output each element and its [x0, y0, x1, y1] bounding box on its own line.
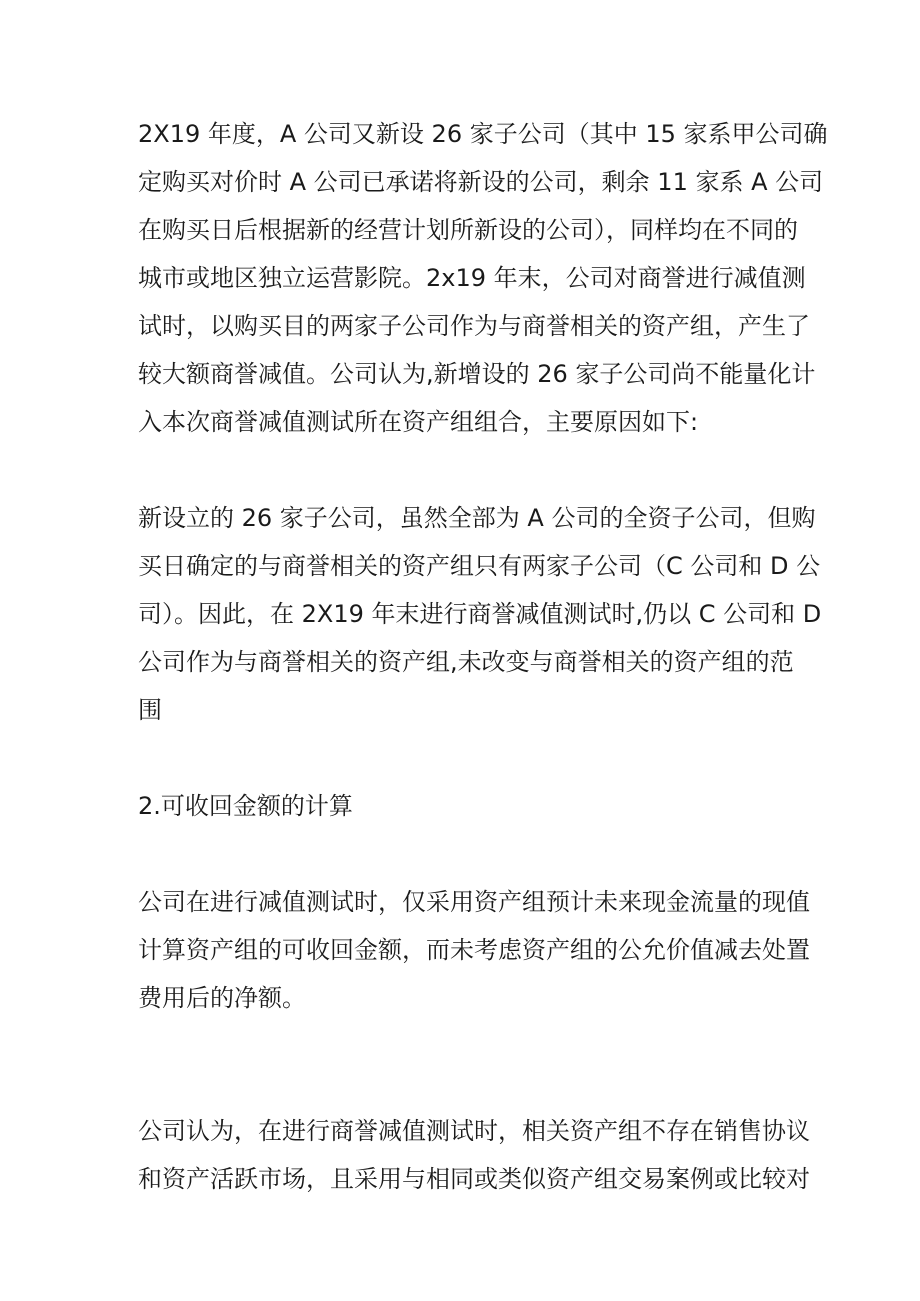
paragraph-1-line-7: 入本次商誉减值测试所在资产组组合，主要原因如下: — [138, 408, 699, 436]
paragraph-2-line-3: 司）。因此，在 2X19 年末进行商誉减值测试时,仍以 C 公司和 D — [138, 600, 822, 628]
paragraph-4-line-1: 公司认为，在进行商誉减值测试时，相关资产组不存在销售协议 — [138, 1117, 810, 1145]
paragraph-1-line-2: 定购买对价时 A 公司已承诺将新设的公司，剩余 11 家系 A 公司 — [138, 168, 824, 196]
section-heading: 2.可收回金额的计算 — [138, 792, 353, 820]
paragraph-4-line-2: 和资产活跃市场，且采用与相同或类似资产组交易案例或比较对 — [138, 1165, 810, 1193]
paragraph-3-line-1: 公司在进行减值测试时，仅采用资产组预计未来现金流量的现值 — [138, 888, 810, 916]
paragraph-1-line-6: 较大额商誉减值。公司认为,新增设的 26 家子公司尚不能量化计 — [138, 360, 816, 388]
paragraph-2-line-4: 公司作为与商誉相关的资产组,未改变与商誉相关的资产组的范 — [138, 648, 794, 676]
paragraph-1-line-1: 2X19 年度，A 公司又新设 26 家子公司（其中 15 家系甲公司确 — [138, 120, 828, 148]
paragraph-2-line-5: 围 — [138, 696, 162, 724]
paragraph-2-line-1: 新设立的 26 家子公司，虽然全部为 A 公司的全资子公司，但购 — [138, 504, 816, 532]
paragraph-3-line-3: 费用后的净额。 — [138, 984, 306, 1012]
paragraph-1-line-5: 试时，以购买目的两家子公司作为与商誉相关的资产组，产生了 — [138, 312, 810, 340]
paragraph-3-line-2: 计算资产组的可收回金额，而未考虑资产组的公允价值减去处置 — [138, 936, 810, 964]
paragraph-1-line-4: 城市或地区独立运营影院。2x19 年末，公司对商誉进行减值测 — [138, 264, 806, 292]
paragraph-1-line-3: 在购买日后根据新的经营计划所新设的公司），同样均在不同的 — [138, 216, 798, 244]
paragraph-2-line-2: 买日确定的与商誉相关的资产组只有两家子公司（C 公司和 D 公 — [138, 552, 821, 580]
